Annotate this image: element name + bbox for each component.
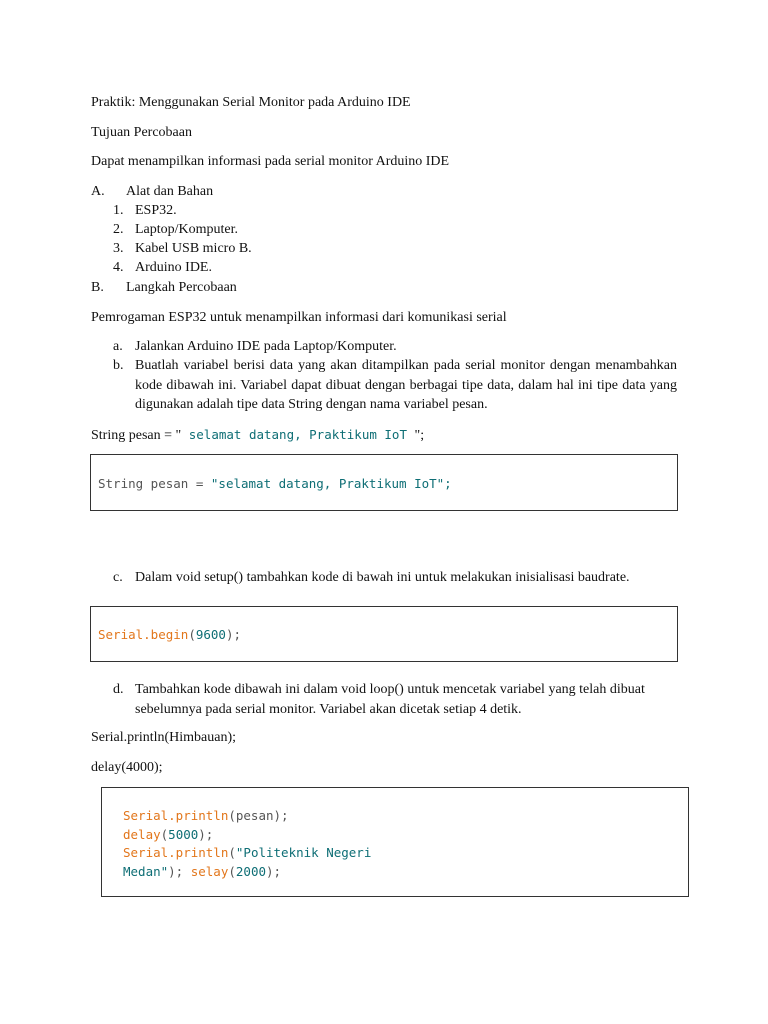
plain-code-line: Serial.println(Himbauan); [91, 730, 237, 745]
list-item-number: 4. [113, 260, 124, 275]
list-item: Arduino IDE. [135, 260, 212, 275]
code-block-loop [101, 787, 689, 897]
step-marker: d. [113, 682, 124, 697]
code-token: ); [168, 863, 191, 879]
list-item: Laptop/Komputer. [135, 222, 239, 237]
section-a-label: Alat dan Bahan [126, 184, 214, 199]
code-token: ( [228, 845, 236, 860]
code-token: ); [266, 863, 282, 879]
code-token: ( [160, 826, 169, 842]
section-b-marker: B. [91, 280, 104, 295]
inline-code-prefix: String pesan = " [91, 428, 182, 443]
code-token: ); [225, 627, 242, 642]
list-item-number: 2. [113, 222, 124, 237]
list-item: ESP32. [135, 203, 177, 218]
code-block-setup [90, 606, 678, 662]
code-token: 2000 [235, 863, 267, 879]
code-token: delay [123, 826, 161, 842]
code-block-string [90, 454, 678, 511]
step-text: Jalankan Arduino IDE pada Laptop/Komputer. [135, 339, 397, 354]
section-a-marker: A. [91, 184, 105, 199]
tujuan-heading: Tujuan Percobaan [91, 125, 192, 140]
code-token: ( [188, 627, 196, 642]
tujuan-text: Dapat menampilkan informasi pada serial monitor Arduino IDE [91, 154, 450, 169]
step-marker: c. [113, 570, 123, 585]
inline-code-line [91, 425, 424, 445]
code-token: ( [228, 863, 236, 879]
plain-code-line: delay(4000); [91, 760, 163, 775]
list-item-number: 1. [113, 203, 124, 218]
inline-code-value: selamat datang, Praktikum IoT [181, 427, 415, 442]
code-token: Serial.println [123, 845, 229, 860]
step-marker: b. [113, 358, 124, 373]
code-token: String pesan = [98, 476, 211, 491]
code-token: ); [198, 826, 214, 842]
code-token: Serial.begin [98, 627, 189, 642]
step-text: Tambahkan kode dibawah ini dalam void loop() untuk mencetak variabel yang telah dibuat sebelumnya pada serial monitor. Variabel akan dicetak setiap 4 detik. [135, 682, 645, 717]
list-item-number: 3. [113, 241, 124, 256]
code-token: Medan" [123, 863, 169, 879]
page-title: Praktik: Menggunakan Serial Monitor pada Arduino IDE [91, 95, 411, 110]
code-token: "selamat datang, Praktikum IoT"; [210, 476, 452, 491]
code-token: 9600 [195, 627, 226, 642]
pemrograman-text: Pemrogaman ESP32 untuk menampilkan informasi dari komunikasi serial [91, 310, 507, 325]
code-token: Serial.println [123, 808, 229, 823]
inline-code-suffix: "; [414, 428, 425, 443]
code-token: "Politeknik Negeri [235, 845, 372, 860]
code-token: (pesan); [228, 808, 289, 823]
code-token: selay [190, 863, 229, 879]
step-text: Dalam void setup() tambahkan kode di bawah ini untuk melakukan inisialisasi baudrate. [135, 570, 630, 585]
code-token: 5000 [168, 826, 199, 842]
section-b-label: Langkah Percobaan [126, 280, 237, 295]
list-item: Kabel USB micro B. [135, 241, 252, 256]
step-text: Buatlah variabel berisi data yang akan ditampilkan pada serial monitor dengan menambahkan kode dibawah ini. Variabel dapat dibuat dengan berbagai tipe data, dalam hal ini tipe data yang digunakan adalah tipe data String dengan nama variabel pesan. [135, 358, 677, 412]
step-marker: a. [113, 339, 123, 354]
